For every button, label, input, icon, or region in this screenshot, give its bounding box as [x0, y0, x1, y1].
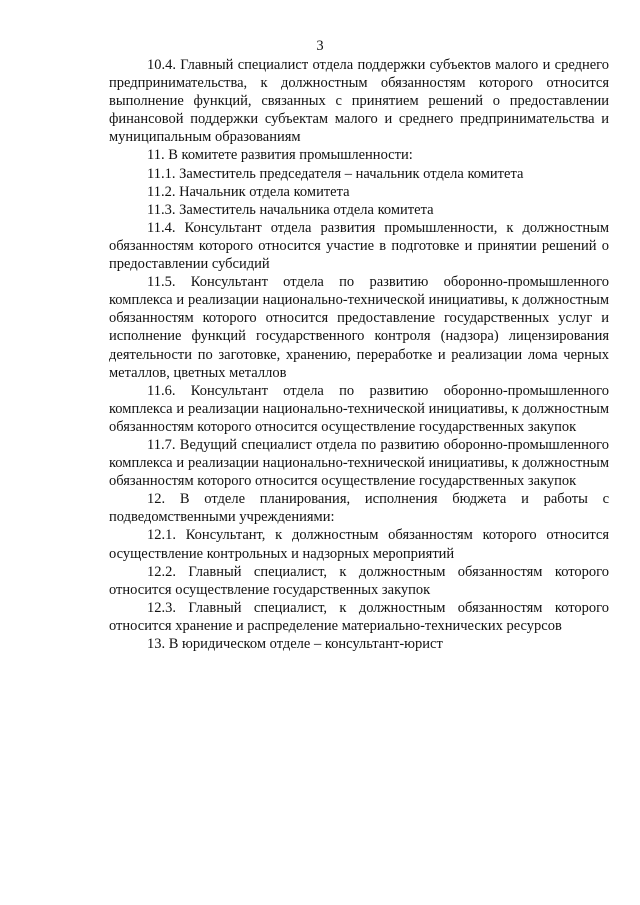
paragraph-13: 13. В юридическом отделе – консультант-юрист	[147, 636, 443, 652]
paragraph-12-2: 12.2. Главный специалист, к должностным обязанностям которого относится осуществление государственных закупок	[109, 563, 609, 598]
paragraph-11-1: 11.1. Заместитель председателя – начальник отдела комитета	[147, 165, 524, 182]
paragraph-11-5: 11.5. Консультант отдела по развитию оборонно-промышленного комплекса и реализации национально-технической инициативы, к должностным обязанностям которого относится предоставление государственных услуг и исполнение функций государственного контроля (надзора) лицензирования деятельности по заготовке, хранению, переработке и реализации лома черных металлов, цветных металлов	[109, 274, 609, 381]
paragraph-11-6: 11.6. Консультант отдела по развитию оборонно-промышленного комплекса и реализации национально-технической инициативы, к должностным обязанностям которого относится осуществление государственных закупок	[109, 382, 609, 435]
document-body	[109, 56, 609, 653]
paragraph-11-7: 11.7. Ведущий специалист отдела по развитию оборонно-промышленного комплекса и реализации национально-технической инициативы, к должностным обязанностям которого относится осуществление государственных закупок	[109, 436, 609, 490]
paragraph-11: 11. В комитете развития промышленности:	[147, 147, 413, 164]
paragraph-12: 12. В отделе планирования, исполнения бюджета и работы с подведомственными учреждениями:	[109, 491, 609, 526]
paragraph-12-1: 12.1. Консультант, к должностным обязанностям которого относится осуществление контрольных и надзорных мероприятий	[109, 527, 609, 562]
paragraph-10-4: 10.4. Главный специалист отдела поддержки субъектов малого и среднего предпринимательства, к должностным обязанностям которого относится выполнение функций, связанных с принятием решений о предоставлении финансовой поддержки субъектам малого и среднего предпринимательства и муниципальным образованиям	[109, 57, 609, 146]
paragraph-11-3: 11.3. Заместитель начальника отдела комитета	[147, 201, 434, 218]
paragraph-11-4: 11.4. Консультант отдела развития промышленности, к должностным обязанностям которого относится участие в подготовке и принятии решений о предоставлении субсидий	[109, 219, 609, 273]
paragraph-12-3: 12.3. Главный специалист, к должностным обязанностям которого относится хранение и распределение материально-технических ресурсов	[109, 599, 609, 634]
paragraph-11-2: 11.2. Начальник отдела комитета	[147, 183, 350, 200]
page-number: 3	[316, 38, 324, 54]
